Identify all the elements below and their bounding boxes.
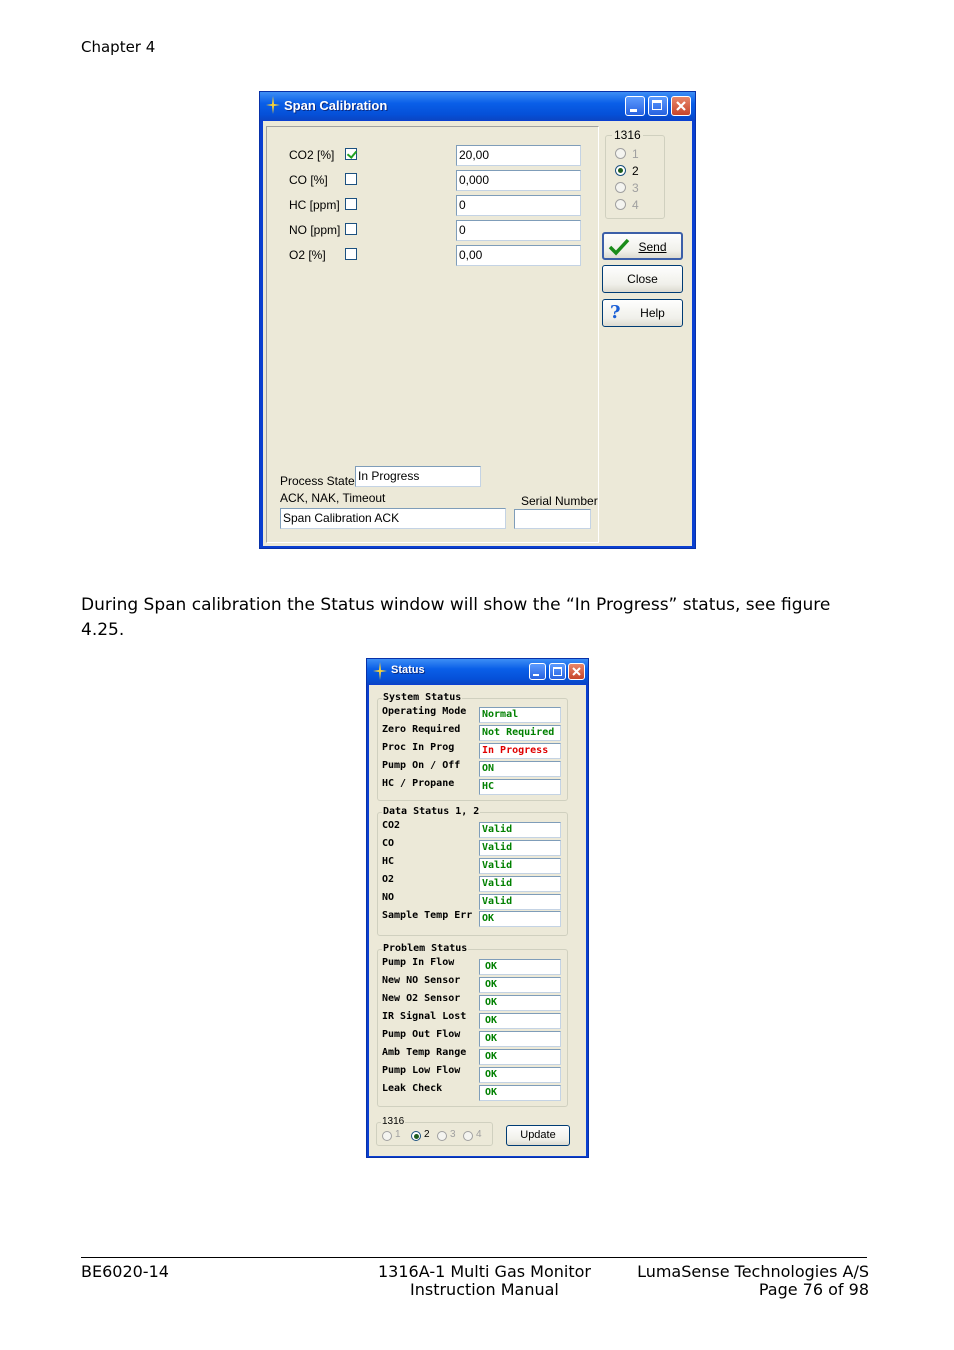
send-button[interactable] (602, 232, 683, 260)
checkmark-icon (608, 238, 630, 256)
system-value-zero-required: Not Required (479, 725, 561, 741)
gas-checkbox-co2[interactable] (345, 148, 357, 160)
data-label-co2: CO2 (382, 820, 401, 831)
data-label-hc: HC (382, 856, 395, 867)
data-label-co: CO (382, 838, 395, 849)
system-label-zero-required: Zero Required (382, 724, 461, 735)
data-value-o2: Valid (479, 876, 561, 892)
gas-label-o2: O2 [%] (289, 248, 326, 262)
status-unit-radio-4[interactable] (463, 1131, 473, 1141)
unit-radio-3[interactable] (615, 182, 626, 193)
status-window-title: Status (391, 664, 425, 676)
status-unit-radio-3[interactable] (437, 1131, 447, 1141)
system-value-proc-in-prog: In Progress (479, 743, 561, 759)
unit-radio-label-1: 1 (632, 147, 639, 161)
system-label-hc-propane: HC / Propane (382, 778, 455, 789)
gas-checkbox-hc[interactable] (345, 198, 357, 210)
gas-value-co2[interactable]: 20,00 (456, 145, 581, 166)
status-maximize-button[interactable] (549, 663, 566, 680)
problem-label-new-no-sensor: New NO Sensor (382, 975, 461, 986)
close-button[interactable] (602, 265, 683, 293)
ack-field: Span Calibration ACK (280, 508, 506, 529)
close-window-button[interactable] (671, 96, 691, 116)
unit-radio-4[interactable] (615, 199, 626, 210)
gas-value-co[interactable]: 0,000 (456, 170, 581, 191)
gas-label-hc: HC [ppm] (289, 198, 340, 212)
problem-label-amb-temp-range: Amb Temp Range (382, 1047, 467, 1058)
chapter-header: Chapter 4 (81, 38, 156, 56)
status-close-button[interactable] (568, 663, 585, 680)
gas-label-co2: CO2 [%] (289, 148, 335, 162)
status-unit-radio-label-1: 1 (395, 1129, 401, 1140)
gas-value-no[interactable]: 0 (456, 220, 581, 241)
status-unit-radio-1[interactable] (382, 1131, 392, 1141)
minimize-icon (533, 674, 539, 676)
problem-value-pump-low-flow: OK (479, 1067, 561, 1083)
unit-radio-label-3: 3 (632, 181, 639, 195)
problem-value-ir-signal-lost: OK (479, 1013, 561, 1029)
footer-divider (81, 1257, 867, 1258)
data-value-no: Valid (479, 894, 561, 910)
update-button[interactable] (506, 1125, 570, 1146)
problem-label-pump-in-flow: Pump In Flow (382, 957, 455, 968)
data-value-co: Valid (479, 840, 561, 856)
data-label-o2: O2 (382, 874, 395, 885)
problem-value-pump-in-flow: OK (479, 959, 561, 975)
problem-value-pump-out-flow: OK (479, 1031, 561, 1047)
gas-checkbox-no[interactable] (345, 223, 357, 235)
problem-status-title: Problem Status (383, 943, 468, 954)
gas-checkbox-co[interactable] (345, 173, 357, 185)
app-star-icon (266, 96, 280, 114)
data-value-sample-temp-err: OK (479, 911, 561, 927)
gas-value-o2[interactable]: 0,00 (456, 245, 581, 266)
system-status-title: System Status (383, 692, 462, 703)
close-icon (672, 97, 690, 115)
footer-doc-id: BE6020-14 (81, 1262, 169, 1281)
data-value-co2: Valid (479, 822, 561, 838)
problem-value-new-o2-sensor: OK (479, 995, 561, 1011)
problem-value-amb-temp-range: OK (479, 1049, 561, 1065)
gas-label-co: CO [%] (289, 173, 328, 187)
problem-label-new-o2-sensor: New O2 Sensor (382, 993, 461, 1004)
status-unit-group-title: 1316 (382, 1116, 405, 1127)
question-mark-icon: ? (610, 302, 621, 323)
status-window (366, 658, 589, 1158)
unit-radio-1[interactable] (615, 148, 626, 159)
app-star-icon (373, 662, 387, 680)
data-status-title: Data Status 1, 2 (383, 806, 480, 817)
footer-manual: Instruction Manual (410, 1280, 559, 1299)
close-button-label: Close (627, 272, 658, 286)
unit-group-title: 1316 (614, 128, 641, 142)
ack-label: ACK, NAK, Timeout (280, 491, 386, 505)
span-calibration-window (259, 91, 696, 549)
system-value-hc-propane: HC (479, 779, 561, 795)
system-label-pump-on-off: Pump On / Off (382, 760, 461, 771)
footer-page-number: Page 76 of 98 (758, 1280, 869, 1299)
problem-label-pump-low-flow: Pump Low Flow (382, 1065, 461, 1076)
gas-checkbox-o2[interactable] (345, 248, 357, 260)
problem-value-leak-check: OK (479, 1085, 561, 1101)
help-button[interactable] (602, 299, 683, 327)
body-paragraph: During Span calibration the Status window will show the “In Progress” status, see figure 4.25. (81, 595, 831, 640)
process-state-label: Process State (280, 474, 355, 488)
system-value-operating-mode: Normal (479, 707, 561, 723)
system-label-operating-mode: Operating Mode (382, 706, 467, 717)
minimize-icon (630, 109, 637, 112)
status-window-client (369, 685, 586, 1156)
process-state-field: In Progress (355, 466, 481, 487)
problem-label-leak-check: Leak Check (382, 1083, 443, 1094)
serial-number-field[interactable] (514, 509, 591, 529)
update-button-label: Update (520, 1129, 556, 1141)
close-icon (569, 664, 584, 679)
status-window-titlebar[interactable] (367, 659, 588, 684)
unit-radio-label-4: 4 (632, 198, 639, 212)
maximize-icon (553, 667, 562, 676)
minimize-button[interactable] (625, 96, 645, 116)
send-button-label: Send (638, 240, 667, 254)
data-label-no: NO (382, 892, 395, 903)
span-window-client (263, 121, 692, 546)
system-label-proc-in-prog: Proc In Prog (382, 742, 455, 753)
unit-radio-2[interactable] (615, 165, 626, 176)
footer-product: 1316A-1 Multi Gas Monitor (378, 1262, 591, 1281)
problem-label-ir-signal-lost: IR Signal Lost (382, 1011, 467, 1022)
unit-radio-label-2: 2 (632, 164, 639, 178)
gas-value-hc[interactable]: 0 (456, 195, 581, 216)
gas-label-no: NO [ppm] (289, 223, 341, 237)
status-minimize-button[interactable] (529, 663, 546, 680)
status-unit-radio-label-4: 4 (476, 1129, 482, 1140)
data-value-hc: Valid (479, 858, 561, 874)
span-window-title: Span Calibration (284, 98, 388, 113)
maximize-button[interactable] (648, 96, 668, 116)
problem-value-new-no-sensor: OK (479, 977, 561, 993)
span-window-titlebar[interactable] (260, 92, 695, 120)
status-unit-radio-label-2: 2 (424, 1129, 430, 1140)
system-value-pump-on-off: ON (479, 761, 561, 777)
footer-company: LumaSense Technologies A/S (637, 1262, 869, 1281)
status-unit-radio-2[interactable] (411, 1131, 421, 1141)
status-unit-radio-label-3: 3 (450, 1129, 456, 1140)
data-label-sample-temp-err: Sample Temp Err (382, 910, 473, 921)
serial-number-label: Serial Number (521, 494, 598, 508)
problem-label-pump-out-flow: Pump Out Flow (382, 1029, 461, 1040)
help-button-label: Help (640, 306, 665, 320)
maximize-icon (652, 100, 662, 110)
